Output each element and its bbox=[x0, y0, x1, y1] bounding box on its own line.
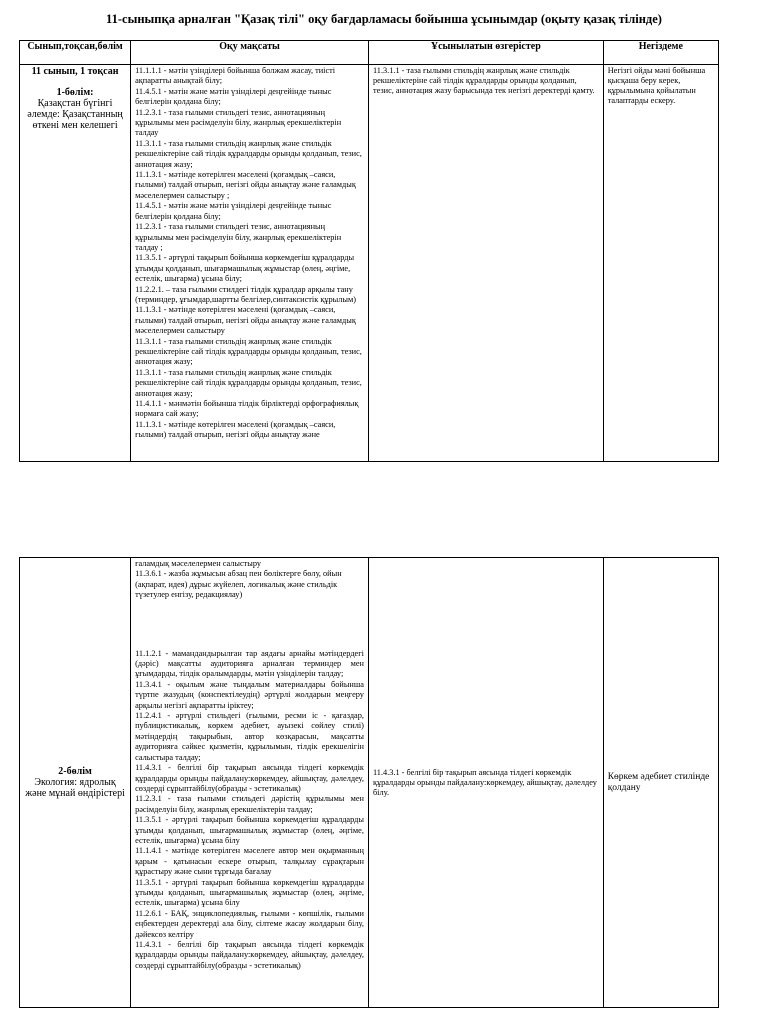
objective-item: 11.3.5.1 - әртүрлі тақырып бойынша көркемдегіш құралдарды ұтымды қолданып, шығармашылық жұмыстар (өлең, әңгіме, естелік, шығарма) ұсына білу bbox=[135, 815, 364, 845]
objective-item: 11.2.6.1 - БАҚ, энциклопедиялық, ғылыми - көпшілік, ғылыми еңбектерден деректерді ала білу, сілтеме жасау жолдарын білу, дәйексөз келтіру bbox=[135, 908, 364, 939]
objective-item: 11.3.5.1 - әртүрлі тақырып бойынша көркемдегіш құралдарды ұтымды қолданып, шығармашылық жұмыстар (өлең, әңгіме, естелік, шығарма) ұсына білу; bbox=[135, 253, 355, 284]
section-number: 2-бөлім bbox=[58, 766, 92, 777]
objective-item: 11.2.3.1 - таза ғылыми стильдегі тезис, аннотацияның құрылымы мен рәсімделуін білу, жанрлық ерекшеліктерін талдау ; bbox=[135, 222, 342, 252]
section-topic: Экология: ядролық және мұнай өндірістері bbox=[25, 777, 125, 799]
header-rationale: Негіздеме bbox=[603, 41, 718, 65]
header-proposed-changes: Ұсынылатын өзгерістер bbox=[368, 41, 603, 65]
section-1-cell bbox=[20, 65, 131, 462]
objective-item: 11.4.5.1 - мәтін және мәтін үзінділері деңгейінде тыныс белгілерін қолдана білу; bbox=[135, 86, 332, 107]
objective-item: 11.1.1.1 - мәтін үзінділері бойынша болжам жасау, тиісті ақпаратты анықтай білу; bbox=[135, 66, 336, 86]
objective-item: 11.1.3.1 - мәтінде көтерілген мәселені (қоғамдық –саяси, ғылыми) талдай отырып, негізгі ойды анықтау және ғаламдық мәселелермен салыстыру ; bbox=[135, 170, 356, 200]
learning-objectives-continued bbox=[135, 559, 364, 601]
objective-item: 11.3.1.1 - таза ғылыми стильдің жанрлық және стильдік рекшеліктеріне сай тілдік құралдарды орынды қолданып, тезис, аннотация жазу; bbox=[135, 138, 362, 169]
header-learning-objective: Оқу мақсаты bbox=[131, 41, 369, 65]
objective-item: 11.1.3.1 - мәтінде көтерілген мәселені (қоғамдық –саяси, ғылыми) талдай отырып, негізгі ойды анықтау және ғаламдық мәселелермен салыстыру bbox=[135, 305, 356, 336]
objective-item: 11.3.5.1 - әртүрлі тақырып бойынша көркемдегіш құралдарды ұтымды қолданып, шығармашылық жұмыстар (өлең, әңгіме, естелік, шығарма) ұсына білу bbox=[135, 877, 364, 908]
section-number: 1-бөлім: bbox=[56, 87, 94, 98]
document-title: 11-сыныпқа арналған "Қазақ тілі" оқу бағдарламасы бойынша ұсынымдар (оқыту қазақ тілінде) bbox=[106, 12, 662, 26]
objective-item: 11.2.4.1 - әртүрлі стильдегі (ғылыми, ресми іс - қағаздар, публицистикалық, көркем әдебиет, ауызекі сөйлеу стилі) мәтіндердің тақырыбын, автор көзқарасын, мақсатты аудиторияға сәйкес қызметін, құрылымын, тілдік ерекшелігін салыстыра талдау; bbox=[135, 711, 364, 762]
objective-item: 11.3.4.1 - оқылым және тыңдалым материалдары бойынша түртпе жазудың (конспектілеудің) әртүрлі жолдарын меңгеру арқылы негізгі ақпаратты іріктеу; bbox=[135, 679, 364, 710]
section-topic: Қазақстан бүгінгі әлемде: Қазақстанның өткені мен келешегі bbox=[27, 98, 123, 131]
learning-objectives-list bbox=[135, 649, 364, 972]
recommendations-table-page-2 bbox=[19, 557, 719, 1008]
objective-item: 11.3.6.1 - жазба жұмысын абзац пен бөліктерге бөлу, ойын (ақпарат, идея) дұрыс жүйелеп, логикалық және стильдік түзетулер енгізу, редакциялау) bbox=[135, 569, 342, 600]
objective-item: 11.3.1.1 - таза ғылыми стильдің жанрлық және стильдік рекшеліктеріне сай тілдік құралдарды орынды қолданып, тезис, аннотация жазу; bbox=[135, 367, 362, 398]
grade-quarter: 11 сынып, 1 тоқсан bbox=[31, 66, 119, 77]
objective-item: 11.2.3.1 - таза ғылыми стильдегі дәрістің құрылымы мен рәсімделуін білу, жанрлық ерекшеліктерін талдау; bbox=[135, 794, 364, 814]
objective-item: 11.1.4.1 - мәтінде көтерілген мәселеге автор мен оқырманның қарым - қатынасын ескере отырып, талқылау сұрақтарын құрастыру және сыни тұрғыда бағалау bbox=[135, 846, 364, 877]
objective-item: 11.1.2.1 - мамандандырылған тар аядағы арнайы мәтіндердегі (дәріс) мақсатты аудиторияға арналған терминдер мен ұғымдарды, тілдік оралымдарды, мәтін үзінділерін талдау; bbox=[135, 648, 364, 679]
objective-item: ғаламдық мәселелермен салыстыру bbox=[135, 559, 262, 568]
proposed-change-cell: 11.4.3.1 - белгілі бір тақырып аясында тілдегі көркемдік құралдарды орынды пайдалану:көркемдеу, айшықтау, дәлелдеу білу. bbox=[368, 558, 603, 1008]
objective-item: 11.4.3.1 - белгілі бір тақырып аясында тілдегі көркемдік құралдарды орынды пайдалану:көркемдеу, айшықтау, дәлелдеу, сөздерді сұрыптайбілу(образды - эстетикалық) bbox=[135, 763, 364, 793]
rationale-cell: Көркем әдебиет стилінде қолдану bbox=[603, 558, 718, 1008]
objective-item: 11.2.3.1 - таза ғылыми стильдегі тезис, аннотацияның құрылымы мен рәсімделуін білу, жанрлық ерекшеліктерін талдау bbox=[135, 107, 342, 138]
objective-item: 11.2.2.1. – таза ғылыми стилдегі тілдік құралдар арқылы тану (терминдер, ұғымдар,шартты белгілер,синтаксистік құрылым) bbox=[135, 284, 356, 304]
proposed-change-cell: 11.3.1.1 - таза ғылыми стильдің жанрлық және стильдік рекшеліктеріне сай тілдік құралдарды орынды қолданып, тезис, аннотация жазу барысында тек негізгі деректерді қамту. bbox=[368, 65, 603, 462]
objective-item: 11.4.5.1 - мәтін және мәтін үзінділері деңгейінде тыныс белгілерін қолдана білу; bbox=[135, 201, 332, 221]
rationale-cell: Негізгі ойды мәні бойынша қысқаша беру керек, құрылымына қойылатын талаптарды ескеру. bbox=[603, 65, 718, 462]
objective-item: 11.3.1.1 - таза ғылыми стильдің жанрлық және стильдік рекшеліктеріне сай тілдік құралдарды орынды қолданып, тезис, аннотация жазу; bbox=[135, 336, 362, 367]
section-2-cell bbox=[20, 558, 131, 1008]
objective-item: 11.4.3.1 - белгілі бір тақырып аясында тілдегі көркемдік құралдарды орынды пайдалану:көркемдеу, айшықтау, дәлелдеу, сөздерді сұрыптайбілу(образды - эстетикалық) bbox=[135, 940, 364, 970]
learning-objectives-cell bbox=[131, 558, 369, 1008]
learning-objectives-cell bbox=[131, 65, 369, 462]
objective-item: 11.1.3.1 - мәтінде көтерілген мәселені (қоғамдық –саяси, ғылыми) талдай отырып, негізгі ойды анықтау және bbox=[135, 419, 336, 440]
recommendations-table-page-1 bbox=[19, 40, 719, 462]
learning-objectives-list bbox=[135, 66, 364, 459]
objective-item: 11.4.1.1 - мәнмәтін бойынша тілдік бірліктерді орфографиялық нормаға сай жазу; bbox=[135, 399, 359, 419]
header-grade-quarter-section: Сынып,тоқсан,бөлім bbox=[20, 41, 131, 65]
